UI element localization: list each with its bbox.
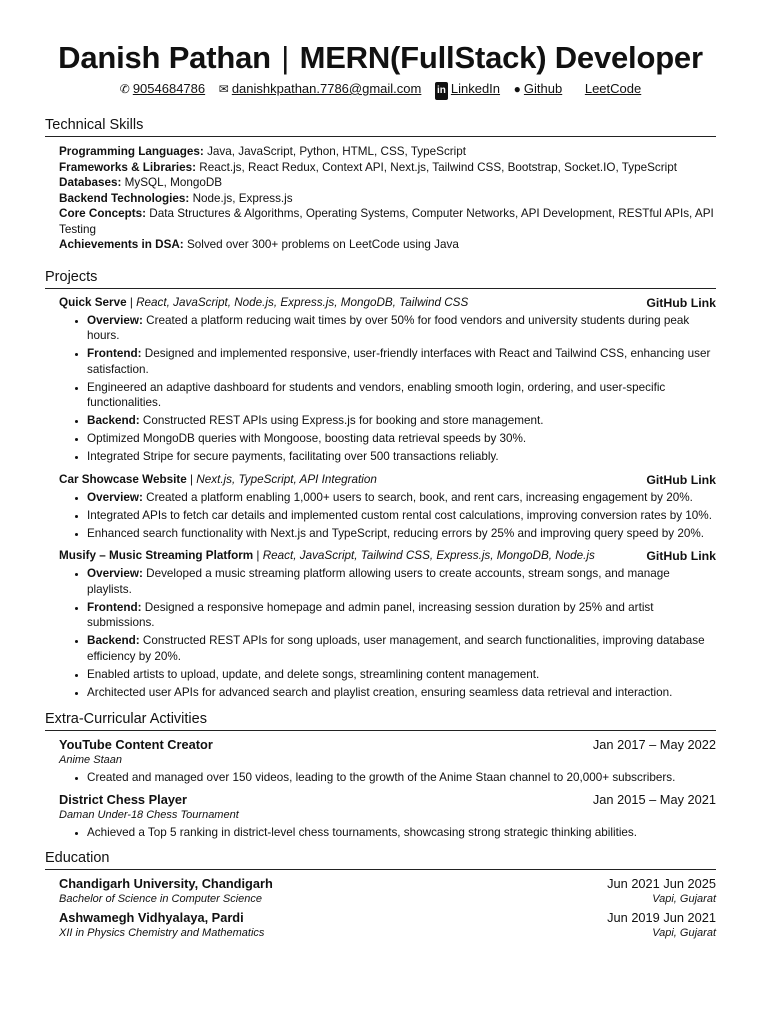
activity-org: Daman Under-18 Chess Tournament	[59, 808, 239, 821]
project-name: Quick Serve	[59, 295, 127, 309]
education-entry	[59, 875, 716, 907]
activities-list	[45, 736, 716, 840]
header-separator: |	[281, 40, 290, 75]
education-header	[59, 875, 716, 892]
project-separator: |	[126, 295, 137, 309]
section-title-skills: Technical Skills	[45, 116, 716, 137]
project-title	[59, 295, 468, 311]
bullet-item: • Enabled artists to upload, update, and delete songs, streamlining content management.	[87, 667, 716, 683]
email-link[interactable]: ✉ danishkpathan.7786@gmail.com	[218, 81, 422, 96]
skill-row: Core Concepts: Data Structures & Algorithms, Operating Systems, Computer Networks, API Development, RESTful APIs, API Testing	[59, 207, 714, 236]
bullet-item: • Optimized MongoDB queries with Mongoose, boosting data retrieval speeds by 30%.	[87, 431, 716, 447]
education-dates: Jun 2019 Jun 2021	[607, 910, 716, 925]
project-name: Musify – Music Streaming Platform	[59, 549, 254, 562]
bullet-item: • Architected user APIs for advanced search and playlist creation, ensuring seamless data retrieval and interaction.	[87, 685, 716, 701]
education-dates: Jun 2021 Jun 2025	[607, 876, 716, 891]
project-bullets	[59, 566, 716, 700]
project-entry	[59, 548, 716, 700]
section-title-activities: Extra-Curricular Activities	[45, 710, 716, 731]
bullet-item: • Overview: Developed a music streaming platform allowing users to create accounts, stream songs, and manage playlists.	[87, 566, 716, 597]
education-list	[45, 875, 716, 941]
project-title	[59, 548, 595, 564]
skill-row: Frameworks & Libraries: React.js, React Redux, Context API, Next.js, Tailwind CSS, Bootstrap, Socket.IO, TypeScript	[59, 160, 677, 174]
education-details	[59, 926, 716, 941]
candidate-name: Danish Pathan	[58, 40, 271, 75]
mail-icon: ✉	[218, 82, 229, 96]
project-entry	[59, 295, 716, 465]
degree: Bachelor of Science in Computer Science	[59, 893, 262, 905]
activity-role: YouTube Content Creator	[59, 737, 213, 752]
activity-bullets	[59, 825, 716, 841]
project-header	[59, 548, 716, 564]
education-entry	[59, 909, 716, 941]
activity-entry	[59, 736, 716, 786]
github-link[interactable]: ● Github	[513, 81, 563, 96]
activity-header	[59, 791, 716, 808]
project-stack: Next.js, TypeScript, API Integration	[196, 472, 377, 486]
linkedin-icon: in	[435, 82, 448, 100]
activity-dates: Jan 2015 – May 2021	[592, 791, 716, 807]
activity-entry	[59, 791, 716, 841]
resume-header	[45, 40, 716, 76]
github-icon: ●	[513, 82, 521, 96]
skill-row: Backend Technologies: Node.js, Express.js	[59, 191, 293, 205]
school-name: Chandigarh University, Chandigarh	[59, 876, 273, 891]
project-separator: |	[253, 549, 263, 562]
skill-row: Programming Languages: Java, JavaScript, Python, HTML, CSS, TypeScript	[59, 145, 467, 158]
activity-header	[59, 736, 716, 753]
bullet-item: • Created and managed over 150 videos, leading to the growth of the Anime Staan channel to 20,000+ subscribers.	[87, 770, 716, 786]
bullet-item: • Frontend: Designed and implemented responsive, user-friendly interfaces with React and Tailwind CSS, enhancing user satisfaction.	[87, 346, 716, 377]
project-stack: React, JavaScript, Node.js, Express.js, MongoDB, Tailwind CSS	[136, 295, 469, 309]
activity-role: District Chess Player	[59, 791, 188, 807]
bullet-item: • Backend: Constructed REST APIs for song uploads, user management, and search functionalities, improving database efficiency by 20%.	[87, 633, 716, 664]
project-bullets	[59, 490, 716, 542]
school-name: Ashwamegh Vidhyalaya, Pardi	[59, 910, 244, 925]
bullet-item: • Engineered an adaptive dashboard for students and vendors, enabling smooth login, ordering, and user-specific functionalities.	[87, 380, 716, 411]
bullet-item: • Integrated Stripe for secure payments, facilitating over 500 transactions reliably.	[87, 449, 716, 465]
bullet-item: • Overview: Created a platform enabling 1,000+ users to search, book, and rent cars, increasing engagement by 20%.	[87, 490, 716, 506]
bullet-item: • Frontend: Designed a responsive homepage and admin panel, increasing session duration by 25% and artist submissions.	[87, 600, 716, 631]
project-header	[59, 472, 716, 488]
bullet-item: • Achieved a Top 5 ranking in district-level chess tournaments, showcasing strong strategic thinking abilities.	[87, 825, 716, 841]
education-header	[59, 909, 716, 926]
project-entry	[59, 472, 716, 542]
candidate-role: MERN(FullStack) Developer	[299, 40, 703, 75]
skills-list	[59, 144, 716, 253]
projects-list	[45, 295, 716, 701]
activity-bullets	[59, 770, 716, 786]
bullet-item: • Integrated APIs to fetch car details and implemented custom rental cost calculations, improving conversion rates by 10%.	[87, 508, 716, 524]
project-github-link[interactable]: GitHub Link	[646, 295, 716, 310]
degree: XII in Physics Chemistry and Mathematics	[59, 927, 265, 939]
project-stack: React, JavaScript, Tailwind CSS, Express.js, MongoDB, Node.js	[262, 549, 595, 562]
education-details	[59, 892, 716, 907]
project-name: Car Showcase Website	[59, 472, 187, 486]
phone-link[interactable]: ✆ 9054684786	[119, 81, 206, 96]
skill-row: Achievements in DSA: Solved over 300+ problems on LeetCode using Java	[59, 238, 459, 251]
bullet-item: • Backend: Constructed REST APIs using Express.js for booking and store management.	[87, 413, 716, 429]
project-github-link[interactable]: GitHub Link	[646, 472, 716, 487]
activity-dates: Jan 2017 – May 2022	[592, 737, 716, 752]
education-location: Vapi, Gujarat	[652, 893, 716, 905]
section-title-projects: Projects	[45, 268, 716, 289]
skill-row: Databases: MySQL, MongoDB	[59, 176, 223, 189]
bullet-item: • Overview: Created a platform reducing wait times by over 50% for food vendors and university students during peak hours.	[87, 313, 716, 344]
education-location: Vapi, Gujarat	[652, 927, 716, 939]
phone-icon: ✆	[119, 82, 130, 96]
linkedin-link[interactable]: in LinkedIn	[435, 81, 500, 96]
project-separator: |	[186, 472, 197, 486]
project-header	[59, 295, 716, 311]
project-bullets	[59, 313, 716, 465]
leetcode-link[interactable]: LeetCode	[584, 81, 642, 96]
project-title	[59, 472, 377, 488]
activity-org: Anime Staan	[59, 754, 122, 766]
bullet-item: • Enhanced search functionality with Next.js and TypeScript, reducing errors by 25% and improving query speed by 20%.	[87, 526, 716, 542]
project-github-link[interactable]: GitHub Link	[646, 549, 716, 563]
section-title-education: Education	[45, 849, 716, 870]
contact-bar	[45, 80, 716, 100]
